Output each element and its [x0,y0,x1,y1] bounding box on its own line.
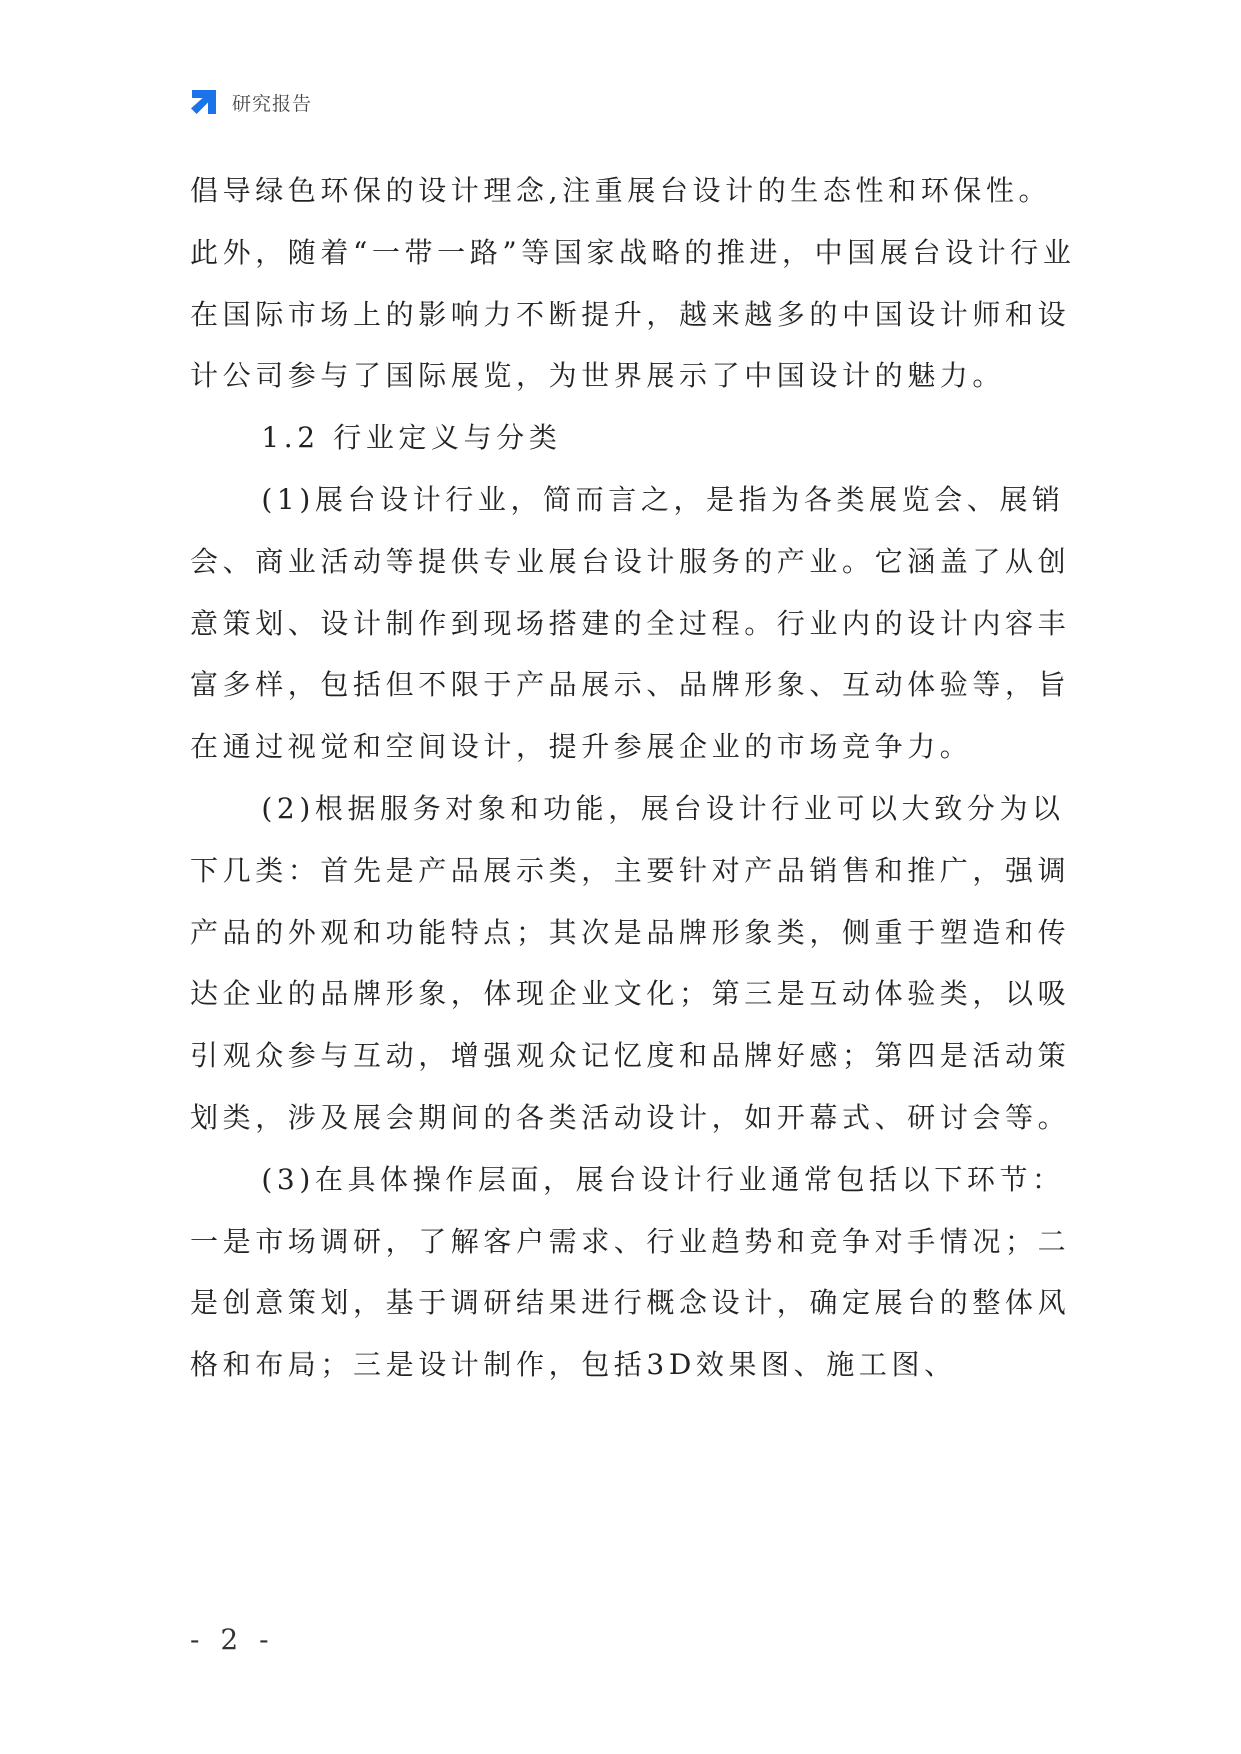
body-paragraph-2: (1)展台设计行业，简而言之，是指为各类展览会、展销会、商业活动等提供专业展台设计服务的产业。它涵盖了从创意策划、设计制作到现场搭建的全过程。行业内的设计内容丰富多样，包括但不限于产品展示、品牌形象、互动体验等，旨在通过视觉和空间设计，提升参展企业的市场竞争力。 [190,482,1071,764]
body-paragraph-4: (3)在具体操作层面，展台设计行业通常包括以下环节：一是市场调研，了解客户需求、行业趋势和竞争对手情况；二是创意策划，基于调研结果进行概念设计，确定展台的整体风格和布局；三是设计制作，包括3D效果图、施工图、 [190,1162,1071,1382]
page-number: - 2 - [190,1623,275,1656]
header-title: 研究报告 [232,92,313,115]
section-heading: 1.2 行业定义与分类 [261,421,562,455]
report-header [188,86,312,118]
document-body [190,160,1080,1396]
arrow-up-right-icon [188,86,220,118]
body-paragraph-1: 倡导绿色环保的设计理念,注重展台设计的生态性和环保性。此外，随着“一带一路”等国家战略的推进，中国展台设计行业在国际市场上的影响力不断提升，越来越多的中国设计师和设计公司参与了国际展览，为世界展示了中国设计的魅力。 [190,174,1076,393]
body-paragraph-3: (2)根据服务对象和功能，展台设计行业可以大致分为以下几类：首先是产品展示类，主要针对产品销售和推广，强调产品的外观和功能特点；其次是品牌形象类，侧重于塑造和传达企业的品牌形象，体现企业文化；第三是互动体验类，以吸引观众参与互动，增强观众记忆度和品牌好感；第四是活动策划类，涉及展会期间的各类活动设计，如开幕式、研讨会等。 [190,791,1071,1134]
